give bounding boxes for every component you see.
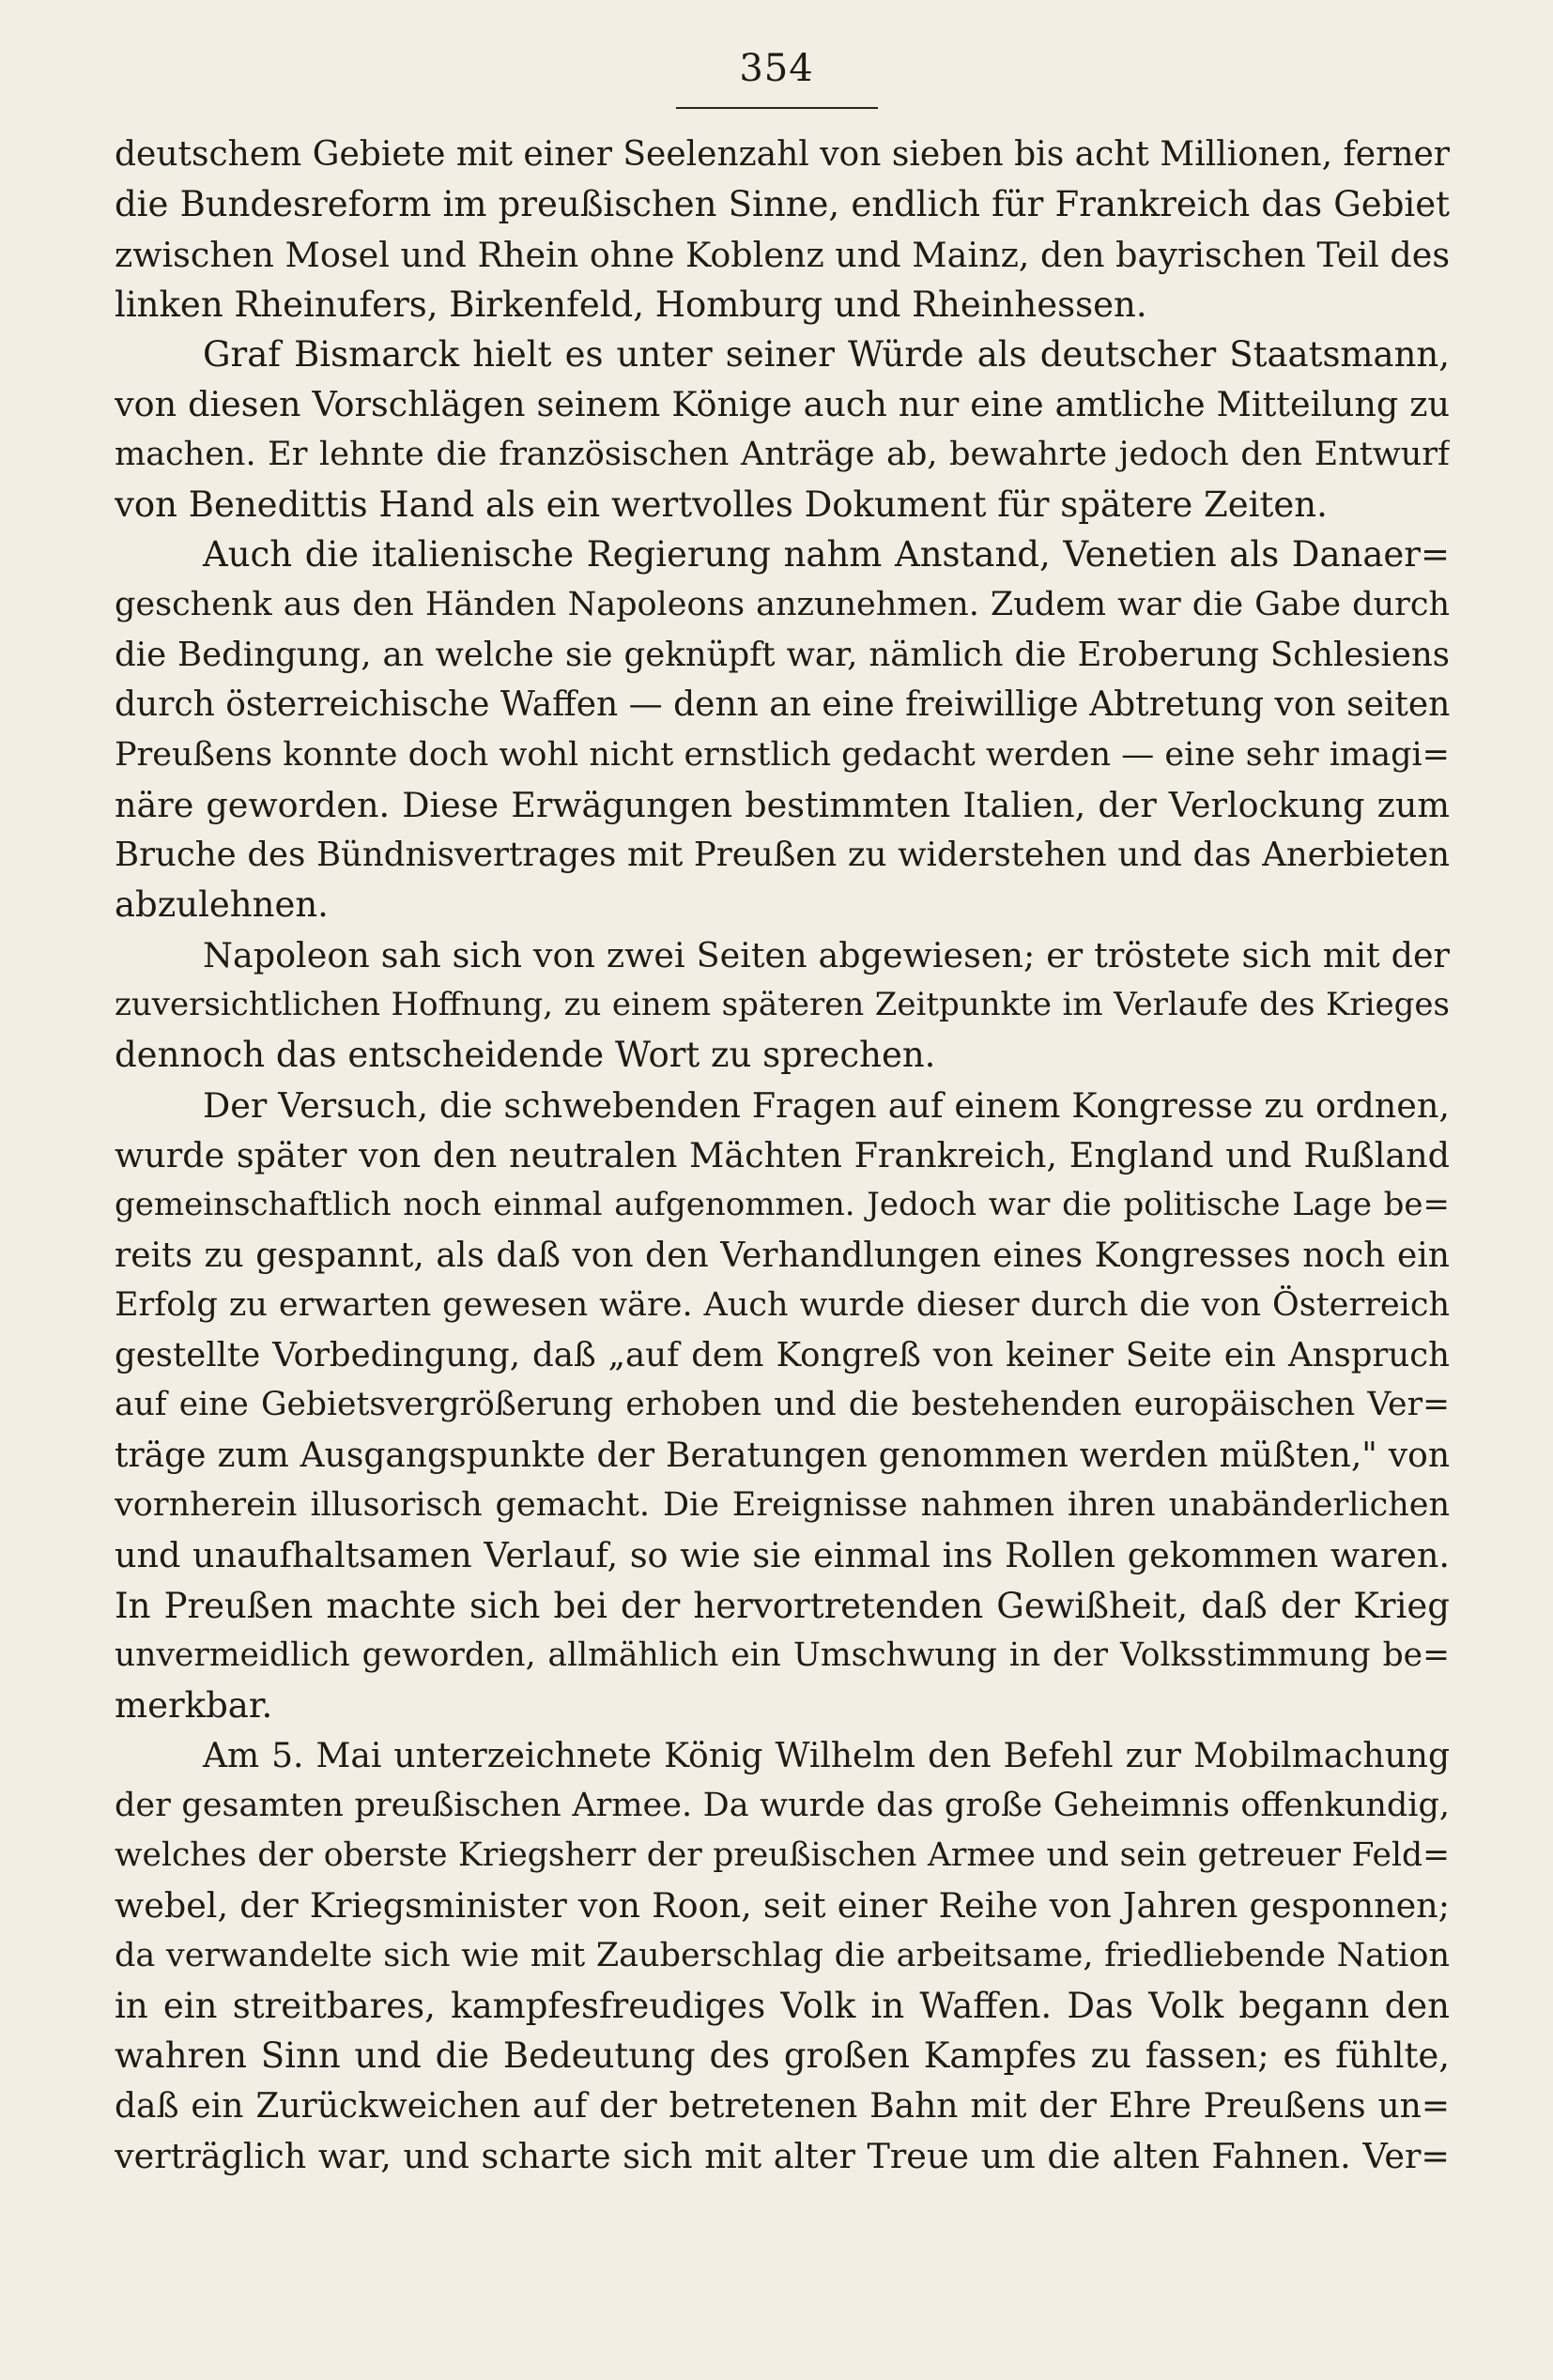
text-line: reits zu gespannt, als daß von den Verhandlungen eines Kongresses noch ein: [115, 1236, 1450, 1275]
text-line: zuversichtlichen Hoffnung, zu einem späteren Zeitpunkte im Verlaufe des Krieges: [115, 986, 1450, 1024]
text-line: webel, der Kriegsminister von Roon, seit einer Reihe von Jahren gesponnen;: [115, 1885, 1450, 1927]
text-line: dennoch das entscheidende Wort zu sprechen.: [115, 1035, 936, 1076]
text-line: wahren Sinn und die Bedeutung des großen Kampfes zu fassen; es fühlte,: [115, 2035, 1450, 2077]
text-line: Bruche des Bündnisvertrages mit Preußen zu widerstehen und das Anerbieten: [115, 836, 1450, 875]
text-line: von diesen Vorschlägen seinem Könige auch nur eine amtliche Mitteilung zu: [115, 384, 1450, 425]
text-line: näre geworden. Diese Erwägungen bestimmten Italien, der Verlockung zum: [115, 784, 1450, 825]
text-line: Am 5. Mai unterzeichnete König Wilhelm den Befehl zur Mobilmachung: [203, 1736, 1450, 1775]
text-line: von Benedittis Hand als ein wertvolles Dokument für spätere Zeiten.: [115, 484, 1328, 526]
text-line: der gesamten preußischen Armee. Da wurde das große Geheimnis offenkundig,: [115, 1786, 1450, 1824]
text-line: zwischen Mosel und Rhein ohne Koblenz und Mainz, den bayrischen Teil des: [115, 234, 1450, 275]
text-line: Preußens konnte doch wohl nicht ernstlich gedacht werden — eine sehr imagi=: [115, 735, 1450, 774]
text-line: Graf Bismarck hielt es unter seiner Würde als deutscher Staatsmann,: [203, 334, 1450, 376]
text-line: die Bundesreform im preußischen Sinne, endlich für Frankreich das Gebiet: [115, 184, 1450, 225]
text-line: linken Rheinufers, Birkenfeld, Homburg und Rheinhessen.: [115, 284, 1147, 325]
text-line: durch österreichische Waffen — denn an eine freiwillige Abtretung von seiten: [115, 685, 1450, 725]
text-line: verträglich war, und scharte sich mit alter Treue um die alten Fahnen. Ver=: [115, 2135, 1450, 2176]
text-line: daß ein Zurückweichen auf der betretenen Bahn mit der Ehre Preußens un=: [115, 2086, 1450, 2126]
text-line: vornherein illusorisch gemacht. Die Ereignisse nahmen ihren unabänderlichen: [115, 1486, 1450, 1525]
text-line: gestellte Vorbedingung, daß „auf dem Kongreß von keiner Seite ein Anspruch: [115, 1336, 1450, 1375]
text-line: Erfolg zu erwarten gewesen wäre. Auch wurde dieser durch die von Österreich: [115, 1285, 1450, 1324]
text-line: in ein streitbares, kampfesfreudiges Volk in Waffen. Das Volk begann den: [115, 1985, 1450, 2026]
text-line: Napoleon sah sich von zwei Seiten abgewiesen; er tröstete sich mit der: [203, 934, 1450, 975]
text-line: die Bedingung, an welche sie geknüpft war, nämlich die Eroberung Schlesiens: [115, 635, 1450, 674]
text-line: da verwandelte sich wie mit Zauberschlag die arbeitsame, friedliebende Nation: [115, 1936, 1450, 1974]
header-rule: [676, 107, 878, 109]
text-body: [115, 130, 1450, 2181]
text-line: In Preußen machte sich bei der hervortretenden Gewißheit, daß der Krieg: [115, 1585, 1450, 1626]
text-line: deutschem Gebiete mit einer Seelenzahl von sieben bis acht Millionen, ferner: [115, 135, 1450, 174]
text-line: Auch die italienische Regierung nahm Anstand, Venetien als Danaer=: [203, 534, 1450, 576]
page-number: 354: [739, 47, 814, 90]
text-line: wurde später von den neutralen Mächten Frankreich, England und Rußland: [115, 1134, 1450, 1175]
text-line: unvermeidlich geworden, allmählich ein Umschwung in der Volksstimmung be=: [115, 1635, 1450, 1674]
text-line: Der Versuch, die schwebenden Fragen auf einem Kongresse zu ordnen,: [203, 1084, 1450, 1126]
text-line: träge zum Ausgangspunkte der Beratungen genommen werden müßten," von: [115, 1436, 1450, 1475]
text-line: und unaufhaltsamen Verlauf, so wie sie einmal ins Rollen gekommen waren.: [115, 1535, 1450, 1576]
text-line: machen. Er lehnte die französischen Anträge ab, bewahrte jedoch den Entwurf: [115, 435, 1450, 473]
text-line: abzulehnen.: [115, 884, 329, 926]
text-line: welches der oberste Kriegsherr der preußischen Armee und sein getreuer Feld=: [115, 1836, 1450, 1875]
text-line: merkbar.: [115, 1685, 273, 1727]
text-line: auf eine Gebietsvergrößerung erhoben und die bestehenden europäischen Ver=: [115, 1386, 1450, 1424]
text-line: geschenk aus den Händen Napoleons anzunehmen. Zudem war die Gabe durch: [115, 585, 1450, 623]
text-line: gemeinschaftlich noch einmal aufgenommen. Jedoch war die politische Lage be=: [115, 1186, 1450, 1224]
